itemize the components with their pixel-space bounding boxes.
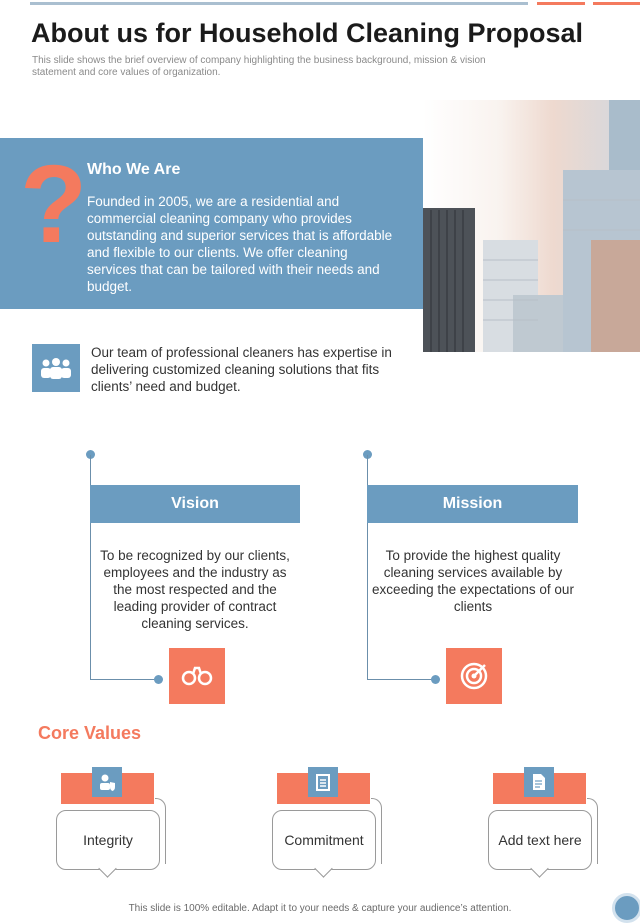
mission-text: To provide the highest quality cleaning services available by exceeding the expectations of our clients bbox=[372, 548, 574, 614]
vision-header: Vision bbox=[90, 485, 300, 523]
top-accent-bar bbox=[30, 2, 528, 5]
vision-connector-dot bbox=[154, 675, 163, 684]
team-description: Our team of professional cleaners has expertise in delivering customized cleaning solutions that fits clients’ need and budget. bbox=[91, 345, 392, 394]
footer-note: This slide is 100% editable. Adapt it to your needs & capture your audience’s attention. bbox=[128, 903, 512, 914]
target-icon bbox=[446, 648, 502, 704]
top-accent-bar-orange bbox=[593, 2, 640, 5]
who-we-are-title: Who We Are bbox=[87, 161, 181, 178]
corner-badge bbox=[612, 893, 640, 923]
core-values-title: Core Values bbox=[38, 723, 142, 743]
clipboard-icon bbox=[308, 767, 338, 797]
mission-header: Mission bbox=[367, 485, 578, 523]
mission-connector-dot bbox=[431, 675, 440, 684]
core-value-label: Commitment bbox=[284, 832, 364, 848]
who-we-are-text: Founded in 2005, we are a residential and commercial cleaning company who provides outstanding and superior services that is affordable and flexible to our clients. We offer cleaning services that can be tailored with their needs and budget. bbox=[87, 194, 393, 294]
document-icon bbox=[524, 767, 554, 797]
question-mark-icon: ? bbox=[20, 143, 88, 266]
page-title: About us for Household Cleaning Proposal bbox=[31, 18, 584, 48]
core-value-label: Integrity bbox=[83, 832, 133, 848]
top-accent-bar-orange bbox=[537, 2, 585, 5]
team-icon bbox=[32, 344, 80, 392]
binoculars-icon bbox=[169, 648, 225, 704]
vision-text: To be recognized by our clients, employees and the industry as the most respected and the leading provider of contract cleaning services. bbox=[100, 548, 290, 631]
user-shield-icon bbox=[92, 767, 122, 797]
core-value-label: Add text here bbox=[498, 832, 582, 848]
page-subtitle: This slide shows the brief overview of company highlighting the business background, mission & vision statement and core values of organization. bbox=[32, 55, 486, 78]
city-buildings-image bbox=[423, 100, 640, 352]
